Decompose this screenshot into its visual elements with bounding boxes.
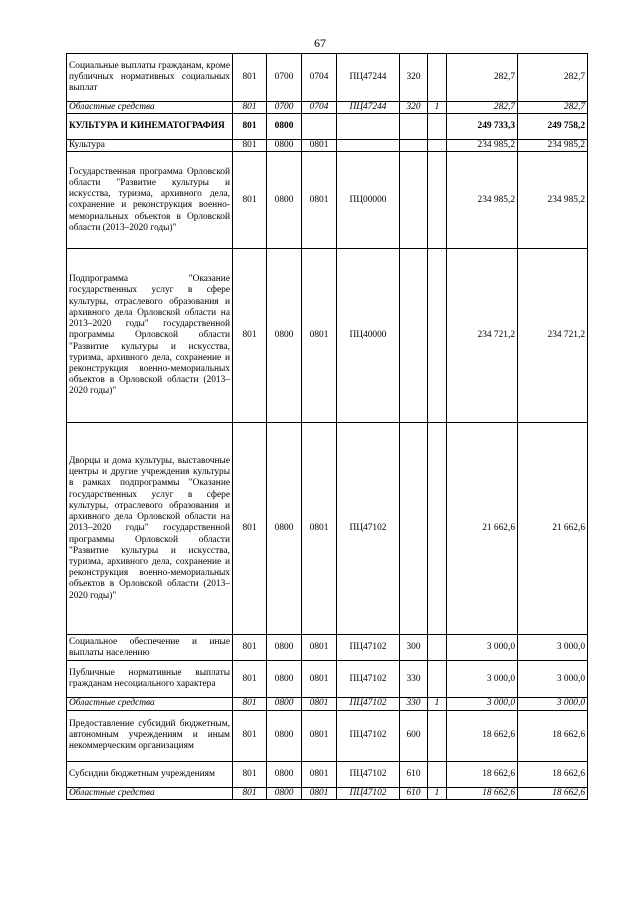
ministry-code: 801: [233, 423, 267, 635]
ministry-code: 801: [233, 787, 267, 799]
expense-type-code: 610: [400, 761, 428, 787]
expense-type-code: 330: [400, 698, 428, 710]
target-article-code: ПЦ47102: [337, 661, 400, 698]
table-row: [67, 661, 588, 698]
subsection-code: 0801: [302, 140, 337, 152]
amount-year-2: 3 000,0: [518, 661, 588, 698]
target-article-code: ПЦ47102: [337, 635, 400, 661]
row-name: Социальные выплаты гражданам, кроме публичных нормативных социальных выплат: [67, 54, 233, 102]
target-article-code: ПЦ47102: [337, 761, 400, 787]
row-name: Социальное обеспечение и иные выплаты населению: [67, 635, 233, 661]
table-row: [67, 152, 588, 249]
table-row: [67, 114, 588, 140]
expense-type-code: [400, 423, 428, 635]
amount-year-2: 282,7: [518, 102, 588, 114]
amount-year-2: 234 985,2: [518, 140, 588, 152]
row-name: Областные средства: [67, 102, 233, 114]
funding-source-code: [428, 710, 447, 761]
amount-year-2: 18 662,6: [518, 761, 588, 787]
section-code: 0800: [267, 635, 302, 661]
target-article-code: ПЦ47102: [337, 423, 400, 635]
table-row: [67, 635, 588, 661]
subsection-code: 0801: [302, 787, 337, 799]
amount-year-1: 21 662,6: [447, 423, 518, 635]
amount-year-1: 282,7: [447, 54, 518, 102]
subsection-code: 0801: [302, 710, 337, 761]
ministry-code: 801: [233, 114, 267, 140]
ministry-code: 801: [233, 102, 267, 114]
row-name: КУЛЬТУРА И КИНЕМАТОГРАФИЯ: [67, 114, 233, 140]
section-code: 0800: [267, 661, 302, 698]
row-name: Культура: [67, 140, 233, 152]
amount-year-1: 234 985,2: [447, 152, 518, 249]
section-code: 0800: [267, 698, 302, 710]
row-name: Дворцы и дома культуры, выставочные центры и другие учреждения культуры в рамках подпрограммы "Оказание государственных услуг в сфере культуры, отраслевого образования и архивного дела Орловской области на 2013–2020 годы" государственной программы Орловской области "Развитие культуры и искусства, туризма, архивного дела, сохранение и реконструкция военно-мемориальных объектов в Орловской области (2013–2020 годы)": [67, 423, 233, 635]
table-row: [67, 102, 588, 114]
subsection-code: 0801: [302, 152, 337, 249]
expense-type-code: 610: [400, 787, 428, 799]
ministry-code: 801: [233, 140, 267, 152]
funding-source-code: 1: [428, 787, 447, 799]
table-row: [67, 249, 588, 423]
amount-year-2: 18 662,6: [518, 787, 588, 799]
amount-year-2: 234 721,2: [518, 249, 588, 423]
target-article-code: ПЦ40000: [337, 249, 400, 423]
amount-year-2: 3 000,0: [518, 635, 588, 661]
section-code: 0800: [267, 249, 302, 423]
section-code: 0800: [267, 710, 302, 761]
row-name: Государственная программа Орловской области "Развитие культуры и искусства, туризма, архивного дела, сохранение и реконструкция военно-мемориальных объектов в Орловской области (2013–2020 годы)": [67, 152, 233, 249]
funding-source-code: [428, 761, 447, 787]
row-name: Областные средства: [67, 698, 233, 710]
subsection-code: 0801: [302, 661, 337, 698]
section-code: 0800: [267, 787, 302, 799]
ministry-code: 801: [233, 152, 267, 249]
target-article-code: ПЦ47102: [337, 787, 400, 799]
amount-year-2: 234 985,2: [518, 152, 588, 249]
amount-year-1: 18 662,6: [447, 761, 518, 787]
row-name: Предоставление субсидий бюджетным, автономным учреждениям и иным некоммерческим организациям: [67, 710, 233, 761]
row-name: Субсидии бюджетным учреждениям: [67, 761, 233, 787]
funding-source-code: [428, 423, 447, 635]
ministry-code: 801: [233, 698, 267, 710]
funding-source-code: 1: [428, 698, 447, 710]
table-row: [67, 140, 588, 152]
amount-year-1: 18 662,6: [447, 787, 518, 799]
amount-year-2: 282,7: [518, 54, 588, 102]
amount-year-1: 3 000,0: [447, 661, 518, 698]
amount-year-2: 249 758,2: [518, 114, 588, 140]
amount-year-1: 3 000,0: [447, 698, 518, 710]
expense-type-code: 320: [400, 54, 428, 102]
amount-year-2: 18 662,6: [518, 710, 588, 761]
amount-year-1: 249 733,3: [447, 114, 518, 140]
target-article-code: ПЦ47244: [337, 54, 400, 102]
target-article-code: ПЦ47102: [337, 710, 400, 761]
amount-year-1: 18 662,6: [447, 710, 518, 761]
target-article-code: [337, 114, 400, 140]
ministry-code: 801: [233, 661, 267, 698]
row-name: Областные средства: [67, 787, 233, 799]
funding-source-code: [428, 54, 447, 102]
ministry-code: 801: [233, 761, 267, 787]
target-article-code: ПЦ47102: [337, 698, 400, 710]
ministry-code: 801: [233, 54, 267, 102]
amount-year-1: 234 985,2: [447, 140, 518, 152]
section-code: 0700: [267, 102, 302, 114]
section-code: 0800: [267, 423, 302, 635]
expense-type-code: [400, 140, 428, 152]
amount-year-2: 3 000,0: [518, 698, 588, 710]
subsection-code: 0704: [302, 54, 337, 102]
section-code: 0800: [267, 152, 302, 249]
subsection-code: 0704: [302, 102, 337, 114]
expense-type-code: [400, 249, 428, 423]
table-row: [67, 787, 588, 799]
ministry-code: 801: [233, 249, 267, 423]
funding-source-code: 1: [428, 102, 447, 114]
section-code: 0800: [267, 761, 302, 787]
table-row: [67, 698, 588, 710]
table-row: [67, 423, 588, 635]
target-article-code: [337, 140, 400, 152]
funding-source-code: [428, 140, 447, 152]
funding-source-code: [428, 152, 447, 249]
funding-source-code: [428, 249, 447, 423]
table-row: [67, 761, 588, 787]
amount-year-1: 3 000,0: [447, 635, 518, 661]
row-name: Публичные нормативные выплаты гражданам несоциального характера: [67, 661, 233, 698]
amount-year-1: 282,7: [447, 102, 518, 114]
expense-type-code: [400, 152, 428, 249]
section-code: 0800: [267, 114, 302, 140]
amount-year-1: 234 721,2: [447, 249, 518, 423]
ministry-code: 801: [233, 710, 267, 761]
subsection-code: 0801: [302, 423, 337, 635]
subsection-code: [302, 114, 337, 140]
subsection-code: 0801: [302, 249, 337, 423]
expense-type-code: 320: [400, 102, 428, 114]
ministry-code: 801: [233, 635, 267, 661]
table-row: [67, 54, 588, 102]
funding-source-code: [428, 661, 447, 698]
target-article-code: ПЦ47244: [337, 102, 400, 114]
table-row: [67, 710, 588, 761]
amount-year-2: 21 662,6: [518, 423, 588, 635]
expense-type-code: 300: [400, 635, 428, 661]
funding-source-code: [428, 635, 447, 661]
subsection-code: 0801: [302, 698, 337, 710]
page-number: 67: [314, 36, 326, 50]
section-code: 0800: [267, 140, 302, 152]
subsection-code: 0801: [302, 761, 337, 787]
section-code: 0700: [267, 54, 302, 102]
expense-type-code: 330: [400, 661, 428, 698]
target-article-code: ПЦ00000: [337, 152, 400, 249]
expense-type-code: [400, 114, 428, 140]
budget-table: [66, 53, 588, 800]
subsection-code: 0801: [302, 635, 337, 661]
funding-source-code: [428, 114, 447, 140]
expense-type-code: 600: [400, 710, 428, 761]
row-name: Подпрограмма "Оказание государственных услуг в сфере культуры, отраслевого образования и архивного дела Орловской области на 2013–2020 годы" государственной программы Орловской области "Развитие культуры и искусства, туризма, архивного дела, сохранение и реконструкция военно-мемориальных объектов в Орловской области (2013–2020 годы)": [67, 249, 233, 423]
